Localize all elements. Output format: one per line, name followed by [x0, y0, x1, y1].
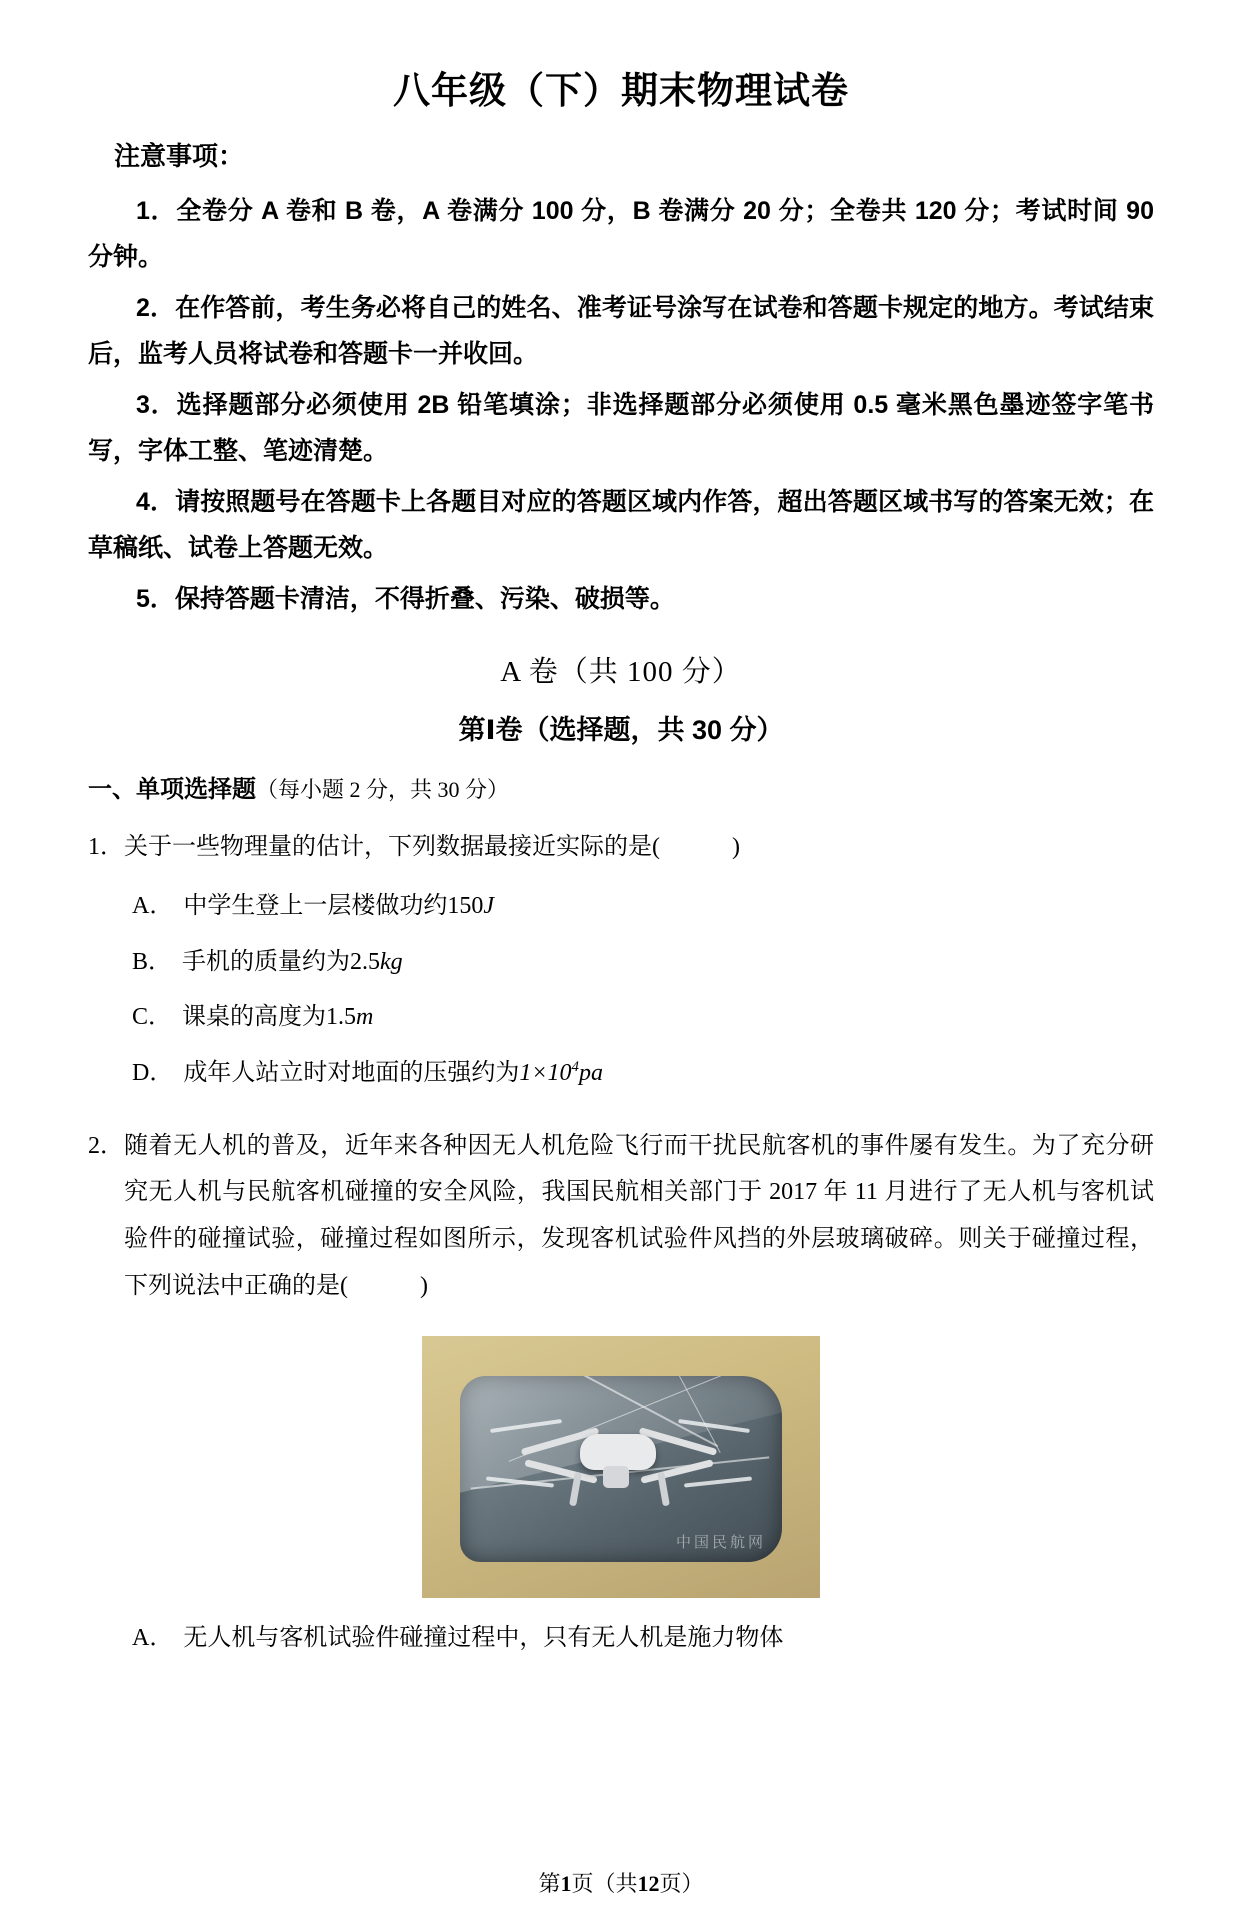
- figure-watermark: 中国民航网: [675, 1533, 766, 1551]
- choice-unit-a: J: [483, 893, 494, 920]
- choice-value-a: 150: [447, 893, 484, 920]
- footer-page-number: 1: [560, 1871, 572, 1896]
- part-one-title: 第Ⅰ卷（选择题，共 30 分）: [458, 714, 784, 745]
- footer-total-pages: 12: [637, 1871, 660, 1896]
- choice-text-a: 无人机与客机试验件碰撞过程中，只有无人机是施力物体: [183, 1624, 784, 1651]
- choice-value-b: 2.5: [350, 948, 381, 975]
- question-2-stem: 随着无人机的普及，近年来各种因无人机危险飞行而干扰民航客机的事件屡有发生。为了充分研究无人机与民航客机碰撞的安全风险，我国民航相关部门于 2017 年 11 月进行了无人机与客机试验件的碰撞试验，碰撞过程如图所示，发现客机试验件风挡的外层玻璃破碎。则关于碰撞过程，下列说法中正确的是( ): [124, 1132, 1154, 1300]
- question-1-choice-c[interactable]: [132, 995, 1154, 1041]
- question-1-choice-a[interactable]: [132, 884, 1154, 930]
- footer-middle: 页（共: [571, 1871, 638, 1896]
- section-a-title: A 卷（共 100 分）: [500, 655, 742, 688]
- choice-text-a: 中学生登上一层楼做功约: [183, 893, 448, 920]
- notice-item-4: 4．请按照题号在答题卡上各题目对应的答题区域内作答，超出答题区域书写的答案无效；在草稿纸、试卷上答题无效。: [88, 488, 1154, 562]
- choice-unit-c: m: [356, 1004, 374, 1031]
- drone-propeller-4: [684, 1476, 752, 1487]
- question-1-choice-b[interactable]: [132, 940, 1154, 986]
- question-2: [88, 1123, 1154, 1310]
- notice-item-3: 3．选择题部分必须使用 2B 铅笔填涂；非选择题部分必须使用 0.5 毫米黑色墨迹签字笔书写，字体工整、笔迹清楚。: [88, 391, 1154, 465]
- choice-label-c: C．: [132, 1004, 173, 1031]
- choice-text-d: 成年人站立时对地面的压强约为: [183, 1060, 520, 1087]
- choice-exponent-d: 4: [571, 1059, 579, 1076]
- cockpit-window: [460, 1376, 782, 1562]
- choice-label-d: D．: [132, 1060, 174, 1087]
- choice-value-d: 1×10: [519, 1060, 572, 1087]
- footer-prefix: 第: [538, 1871, 561, 1896]
- page-footer: [0, 1867, 1242, 1898]
- choice-label-a: A．: [132, 1624, 174, 1651]
- drone-body: [580, 1434, 656, 1470]
- question-1-choice-d[interactable]: [132, 1051, 1154, 1097]
- page-title: 八年级（下）期末物理试卷: [393, 70, 849, 111]
- notice-item-1: 1．全卷分 A 卷和 B 卷，A 卷满分 100 分，B 卷满分 20 分；全卷共 120 分；考试时间 90 分钟。: [88, 197, 1154, 271]
- drone-propeller-1: [490, 1419, 562, 1433]
- drone-camera: [603, 1466, 629, 1488]
- choice-label-b: B．: [132, 948, 173, 975]
- choice-value-c: 1.5: [326, 1004, 357, 1031]
- choice-text-c: 课桌的高度为: [182, 1004, 327, 1031]
- choice-unit-d: pa: [578, 1060, 603, 1087]
- question-1: [88, 824, 1154, 871]
- question-2-figure: [422, 1336, 820, 1598]
- choice-label-a: A．: [132, 893, 174, 920]
- question-group-title-note: （每小题 2 分，共 30 分）: [256, 776, 510, 802]
- question-group-title-main: 一、单项选择题: [88, 775, 256, 803]
- question-group-title: [88, 769, 1154, 804]
- question-1-stem: 关于一些物理量的估计，下列数据最接近实际的是( ): [124, 833, 740, 860]
- question-2-number: 2．: [88, 1132, 124, 1159]
- choice-text-b: 手机的质量约为: [182, 948, 351, 975]
- choice-unit-b: kg: [380, 948, 403, 975]
- notice-heading: 注意事项：: [114, 141, 245, 171]
- footer-suffix: 页）: [659, 1871, 704, 1896]
- question-2-choice-a[interactable]: [132, 1616, 1154, 1662]
- question-1-number: 1．: [88, 833, 124, 860]
- notice-item-5: 5．保持答题卡清洁，不得折叠、污染、破损等。: [136, 585, 675, 613]
- notice-item-2: 2．在作答前，考生务必将自己的姓名、准考证号涂写在试卷和答题卡规定的地方。考试结束后，监考人员将试卷和答题卡一并收回。: [88, 294, 1154, 368]
